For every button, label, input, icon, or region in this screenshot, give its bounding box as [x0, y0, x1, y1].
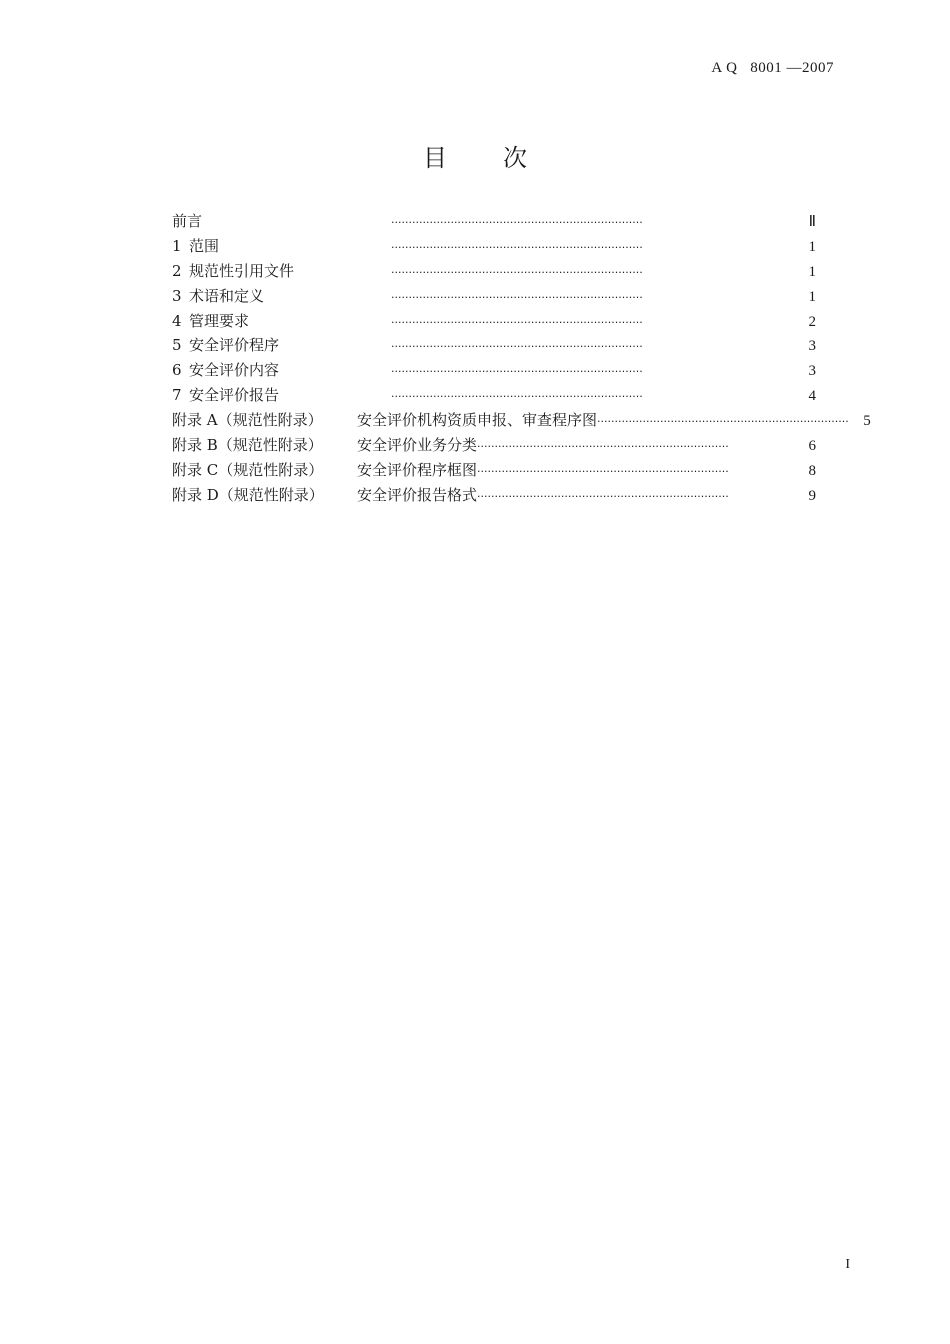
- toc-entry-page: 8: [808, 462, 816, 479]
- toc-appendix-prefix: 附录 D（规范性附录）: [172, 485, 324, 504]
- toc-leader-dots: ········································································: [391, 340, 643, 354]
- toc-leader-dots: ········································································: [477, 440, 729, 454]
- title-char-left: 目: [423, 144, 447, 172]
- toc-entry-page: 4: [808, 388, 816, 405]
- toc-leader-dots: ········································································: [391, 240, 643, 254]
- toc-appendix-prefix: 附录 B（规范性附录）: [172, 436, 323, 455]
- toc-entry-page: 2: [808, 313, 816, 330]
- toc-entry-number: 1: [172, 236, 182, 255]
- toc-entry-appendix-b[interactable]: [172, 433, 816, 458]
- toc-entry-label: 管理要求: [189, 311, 250, 330]
- toc-entry-1[interactable]: [172, 234, 816, 259]
- toc-entry-page: 9: [808, 487, 816, 504]
- toc-entry-3[interactable]: [172, 284, 816, 309]
- toc-entry-page: 1: [808, 263, 816, 280]
- toc-leader-dots: ········································································: [391, 365, 643, 379]
- toc-entry-page: 3: [808, 363, 816, 380]
- toc-entry-label: 安全评价程序: [189, 336, 280, 355]
- toc-entry-label: 规范性引用文件: [189, 261, 295, 280]
- toc-entry-page: 5: [863, 413, 871, 430]
- toc-entry-number: 3: [172, 286, 182, 305]
- page-number: I: [845, 1257, 850, 1272]
- toc-entry-page: 6: [808, 438, 816, 455]
- toc-entry-page: 3: [808, 338, 816, 355]
- toc-entry-foreword[interactable]: [172, 209, 816, 234]
- toc-entry-label: 范围: [189, 236, 220, 255]
- toc-entry-number: 6: [172, 361, 182, 380]
- toc-appendix-prefix: 附录 A（规范性附录）: [172, 411, 323, 430]
- toc-entry-label: 安全评价业务分类: [357, 436, 478, 455]
- toc-entry-number: 5: [172, 336, 182, 355]
- toc-entry-appendix-d[interactable]: [172, 483, 816, 508]
- toc-entry-6[interactable]: [172, 358, 816, 383]
- toc-entry-number: 7: [172, 386, 182, 405]
- toc-leader-dots: ········································································: [391, 315, 643, 329]
- toc-entry-number: 4: [172, 311, 182, 330]
- toc-leader-dots: ········································································: [391, 265, 643, 279]
- toc-entry-label: 安全评价报告: [189, 386, 280, 405]
- toc-entry-2[interactable]: [172, 259, 816, 284]
- toc-entry-page: 1: [808, 288, 816, 305]
- toc-leader-dots: ········································································: [597, 415, 849, 429]
- toc-leader-dots: ········································································: [477, 489, 729, 503]
- page-title: [0, 138, 950, 173]
- toc-leader-dots: ········································································: [391, 216, 643, 229]
- toc-entry-label: 安全评价报告格式: [357, 485, 478, 504]
- toc-entry-appendix-a[interactable]: [172, 408, 871, 433]
- toc-entry-label: 术语和定义: [189, 286, 265, 305]
- toc-entry-label: 安全评价内容: [189, 361, 280, 380]
- toc-entry-number: 2: [172, 261, 182, 280]
- toc-leader-dots: ········································································: [391, 390, 643, 404]
- toc-entry-page: Ⅱ: [808, 214, 816, 230]
- toc-entry-7[interactable]: [172, 383, 816, 408]
- toc-entry-label: 安全评价机构资质申报、审查程序图: [357, 411, 598, 430]
- toc-entry-4[interactable]: [172, 309, 816, 334]
- standard-code: A Q 8001 —2007: [711, 60, 834, 76]
- toc-entry-5[interactable]: [172, 333, 816, 358]
- toc-entry-page: 1: [808, 238, 816, 255]
- toc-entry-appendix-c[interactable]: [172, 458, 816, 483]
- title-char-right: 次: [503, 144, 527, 172]
- toc-leader-dots: ········································································: [477, 464, 729, 478]
- toc-entry-label: 前言: [172, 212, 203, 230]
- toc-leader-dots: ········································································: [391, 290, 643, 304]
- toc-entry-label: 安全评价程序框图: [357, 460, 478, 479]
- table-of-contents: [172, 209, 871, 508]
- toc-appendix-prefix: 附录 C（规范性附录）: [172, 460, 324, 479]
